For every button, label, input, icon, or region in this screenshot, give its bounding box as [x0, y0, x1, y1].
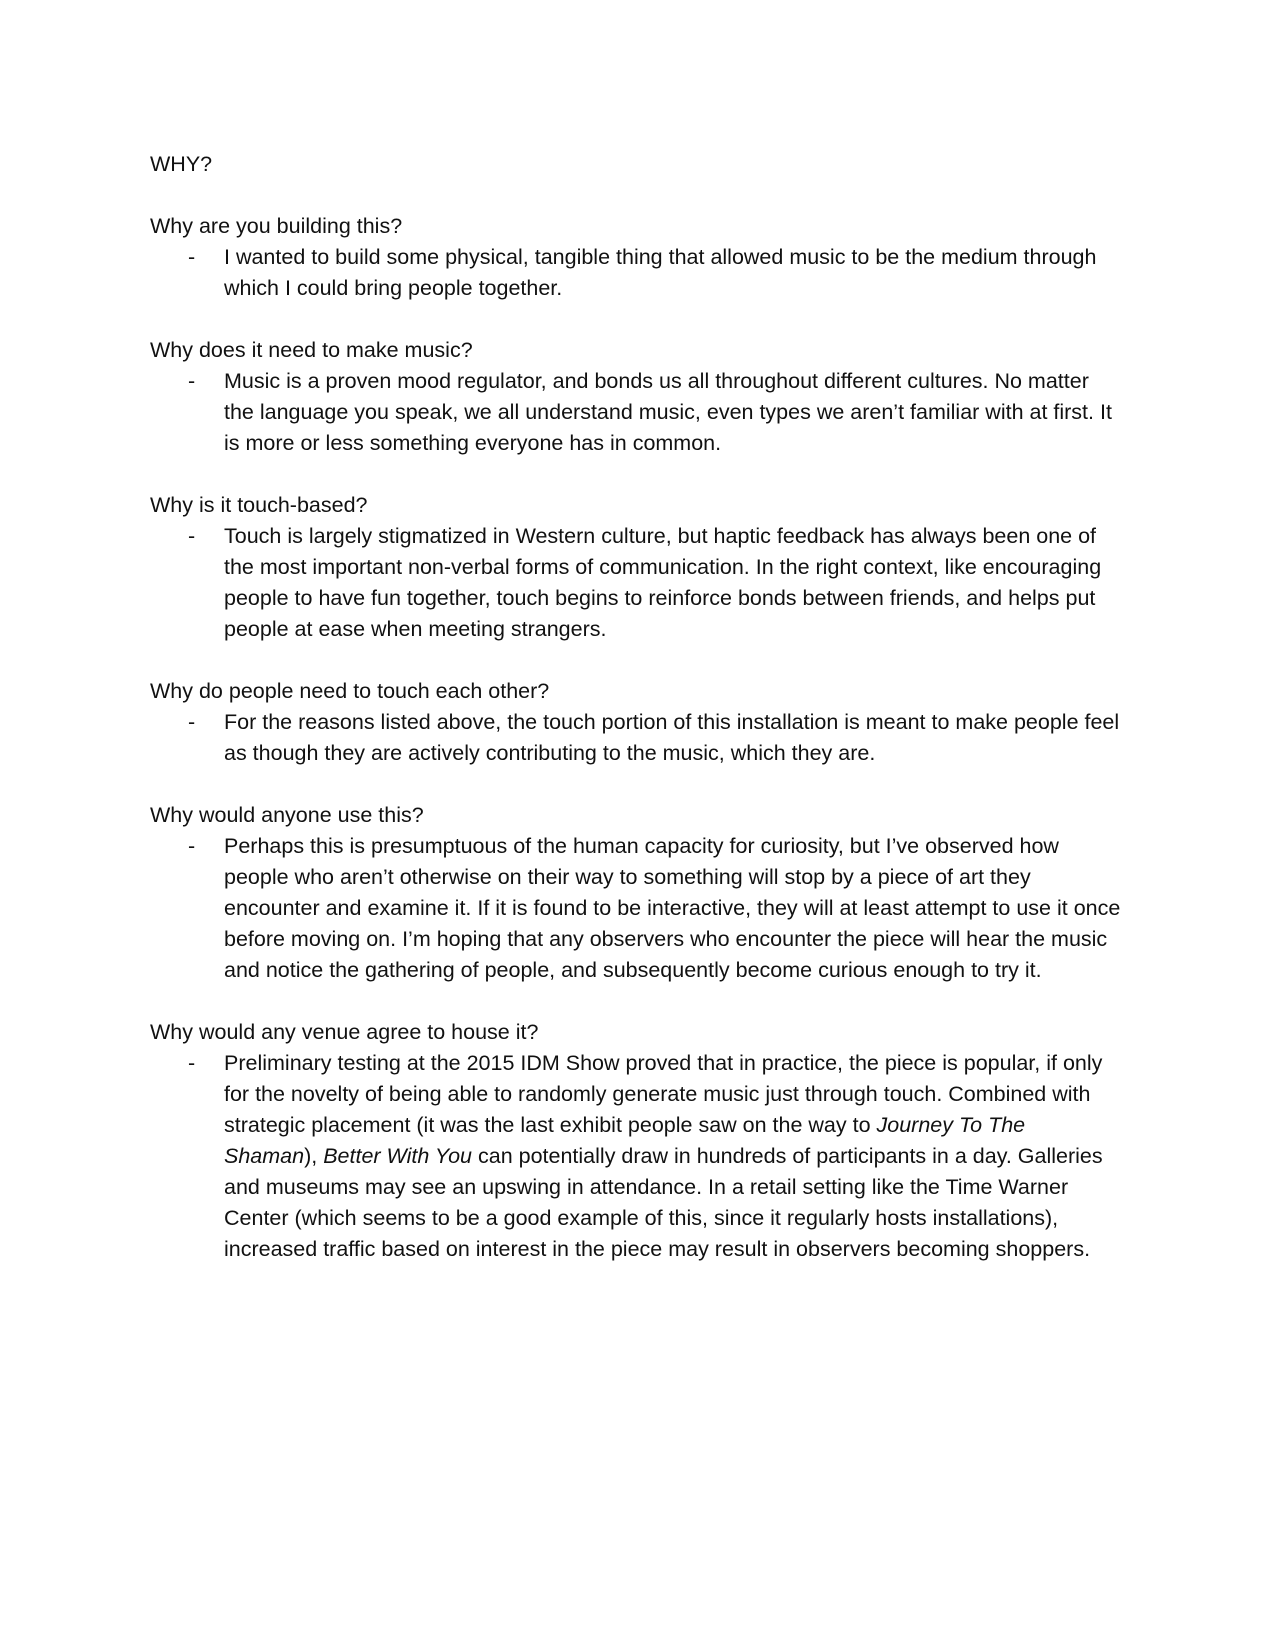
- bullet-dash: -: [188, 369, 196, 393]
- document-body: [150, 149, 1130, 1296]
- answer-text-part: ),: [304, 1144, 324, 1168]
- answer-text: Music is a proven mood regulator, and bonds us all throughout different cultures. No matter the language you speak, we all understand music, even types we aren’t familiar with at first. It is more or less something everyone has in common.: [224, 369, 1112, 455]
- answer-text: I wanted to build some physical, tangible thing that allowed music to be the medium through which I could bring people together.: [224, 245, 1097, 300]
- answer-item: [150, 707, 1130, 769]
- answer-item: [150, 831, 1130, 986]
- bullet-dash: -: [188, 710, 196, 734]
- qa-section-touch-each-other: [150, 676, 1130, 769]
- question-heading: Why are you building this?: [150, 214, 403, 238]
- answer-text: Touch is largely stigmatized in Western culture, but haptic feedback has always been one of the most important non-verbal forms of communication. In the right context, like encouraging people to have fun together, touch begins to reinforce bonds between friends, and helps put people at ease when meeting strangers.: [224, 524, 1102, 641]
- question-heading: Why is it touch-based?: [150, 493, 368, 517]
- answer-text-part: Preliminary testing at the 2015 IDM Show proved that in practice, the piece is popular, if only for the novelty of being able to randomly generate music just through touch. Combined with strategic placement (it was the last exhibit people saw on the way to: [224, 1051, 1103, 1137]
- qa-section-music: [150, 335, 1130, 459]
- bullet-dash: -: [188, 834, 196, 858]
- answer-text: [224, 1048, 1124, 1265]
- qa-section-venue: [150, 1017, 1130, 1265]
- document-title: WHY?: [150, 152, 213, 176]
- question-heading: Why do people need to touch each other?: [150, 679, 550, 703]
- qa-section-building: [150, 211, 1130, 304]
- bullet-dash: -: [188, 245, 196, 269]
- bullet-dash: -: [188, 1051, 196, 1075]
- italic-title-better-with-you: Better With You: [323, 1144, 473, 1168]
- question-heading: Why would any venue agree to house it?: [150, 1020, 539, 1044]
- question-heading: Why would anyone use this?: [150, 803, 424, 827]
- qa-section-touch-based: [150, 490, 1130, 645]
- question-heading: Why does it need to make music?: [150, 338, 473, 362]
- answer-item: [150, 242, 1130, 304]
- answer-text-part: can potentially draw in hundreds of participants in a day. Galleries and museums may see an upswing in attendance. In a retail setting like the Time Warner Center (which seems to be a good example of this, since it regularly hosts installations), increased traffic based on interest in the piece may result in observers becoming shoppers.: [224, 1144, 1103, 1261]
- answer-item: [150, 1048, 1130, 1265]
- bullet-dash: -: [188, 524, 196, 548]
- answer-item: [150, 366, 1130, 459]
- qa-section-anyone-use: [150, 800, 1130, 986]
- answer-item: [150, 521, 1130, 645]
- answer-text: For the reasons listed above, the touch portion of this installation is meant to make people feel as though they are actively contributing to the music, which they are.: [224, 710, 1120, 765]
- answer-text: Perhaps this is presumptuous of the human capacity for curiosity, but I’ve observed how people who aren’t otherwise on their way to something will stop by a piece of art they encounter and examine it. If it is found to be interactive, they will at least attempt to use it once before moving on. I’m hoping that any observers who encounter the piece will hear the music and notice the gathering of people, and subsequently become curious enough to try it.: [224, 834, 1121, 982]
- italic-title-journey: Journey To The Shaman: [224, 1113, 1026, 1168]
